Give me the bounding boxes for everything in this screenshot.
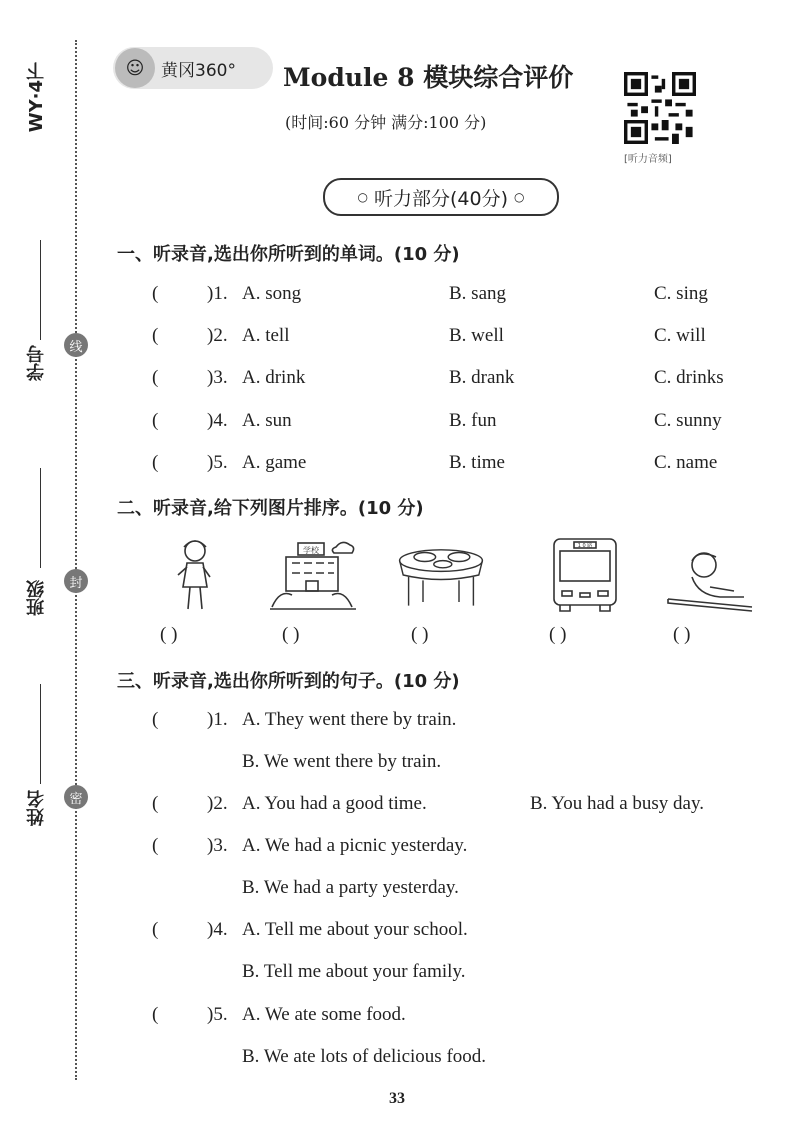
option-c: C. drinks (654, 367, 724, 388)
brand-logo (113, 47, 273, 89)
option-a: A. drink (242, 367, 306, 388)
answer-blank[interactable]: ( (152, 709, 159, 730)
option-c: C. sing (654, 283, 708, 304)
class-label: 班级 (26, 580, 47, 616)
class-field[interactable] (40, 468, 41, 568)
part3-heading: 三、听录音,选出你所听到的句子。(10 分) (117, 671, 460, 692)
section-title-text: 听力部分(40分) (373, 187, 508, 210)
circle-icon: ○ (514, 190, 525, 204)
option-a: A. They went there by train. (242, 709, 457, 730)
option-b: B. We went there by train. (242, 751, 442, 772)
student-id-label: 学号 (26, 345, 47, 381)
circle-icon: ○ (357, 190, 368, 204)
answer-blank[interactable]: ( (152, 919, 159, 940)
item-number: )1. (207, 709, 228, 730)
name-field[interactable] (40, 684, 41, 784)
item-number: )4. (207, 410, 228, 431)
item-number: )5. (207, 1004, 228, 1025)
kids-logo-icon: ☺ (115, 48, 155, 88)
answer-blank[interactable]: ( (152, 793, 159, 814)
answer-blank[interactable]: ( (152, 367, 159, 388)
option-b: B. Tell me about your family. (242, 961, 466, 982)
option-b: B. fun (449, 410, 497, 431)
edition-code: WY·4下 (26, 62, 47, 133)
option-a: A. song (242, 283, 302, 304)
seal-line: 线 (64, 333, 88, 357)
option-a: A. sun (242, 410, 292, 431)
school-sign: 学校 (303, 546, 319, 555)
option-a: A. We ate some food. (242, 1004, 406, 1025)
bus-icon (540, 535, 630, 615)
brand-logo-text: 黄冈360° (161, 60, 236, 81)
part1-heading: 一、听录音,选出你所听到的单词。(10 分) (117, 244, 460, 265)
qr-caption: [听力音频] (624, 154, 672, 165)
answer-blank[interactable]: ( (152, 410, 159, 431)
picture-order-blank[interactable]: ( ) (160, 624, 178, 645)
item-number: )5. (207, 452, 228, 473)
part2-heading: 二、听录音,给下列图片排序。(10 分) (117, 498, 424, 519)
listening-section-title (323, 178, 559, 216)
picture-order-blank[interactable]: ( ) (673, 624, 691, 645)
item-number: )2. (207, 325, 228, 346)
option-b: B. time (449, 452, 505, 473)
page-number: 33 (389, 1090, 405, 1107)
boy-writing-icon (664, 535, 754, 615)
seal-seal: 封 (64, 569, 88, 593)
item-number: )1. (207, 283, 228, 304)
option-a: A. We had a picnic yesterday. (242, 835, 468, 856)
answer-blank[interactable]: ( (152, 1004, 159, 1025)
student-id-field[interactable] (40, 240, 41, 340)
answer-blank[interactable]: ( (152, 283, 159, 304)
name-label: 姓名 (26, 790, 47, 826)
option-a: A. game (242, 452, 307, 473)
option-a: A. You had a good time. (242, 793, 427, 814)
school-icon (268, 535, 358, 615)
option-c: C. sunny (654, 410, 722, 431)
option-c: C. will (654, 325, 706, 346)
option-b: B. We had a party yesterday. (242, 877, 459, 898)
page-title: Module 8 模块综合评价 (283, 63, 574, 92)
option-b: B. You had a busy day. (530, 793, 704, 814)
item-number: )4. (207, 919, 228, 940)
item-number: )2. (207, 793, 228, 814)
food-table-icon (396, 535, 486, 615)
item-number: )3. (207, 367, 228, 388)
binding-line (75, 40, 77, 1080)
option-a: A. Tell me about your school. (242, 919, 468, 940)
seal-close: 密 (64, 785, 88, 809)
option-b: B. sang (449, 283, 506, 304)
option-b: B. drank (449, 367, 515, 388)
picture-order-blank[interactable]: ( ) (411, 624, 429, 645)
answer-blank[interactable]: ( (152, 325, 159, 346)
option-c: C. name (654, 452, 718, 473)
exam-info: (时间:60 分钟 满分:100 分) (285, 113, 487, 132)
qr-code-icon[interactable] (624, 72, 696, 144)
answer-blank[interactable]: ( (152, 835, 159, 856)
item-number: )3. (207, 835, 228, 856)
girl-icon (150, 535, 240, 615)
picture-order-blank[interactable]: ( ) (549, 624, 567, 645)
answer-blank[interactable]: ( (152, 452, 159, 473)
bus-route-sign: 1 0 路 (577, 543, 593, 549)
picture-order-blank[interactable]: ( ) (282, 624, 300, 645)
option-a: A. tell (242, 325, 290, 346)
option-b: B. We ate lots of delicious food. (242, 1046, 487, 1067)
option-b: B. well (449, 325, 504, 346)
